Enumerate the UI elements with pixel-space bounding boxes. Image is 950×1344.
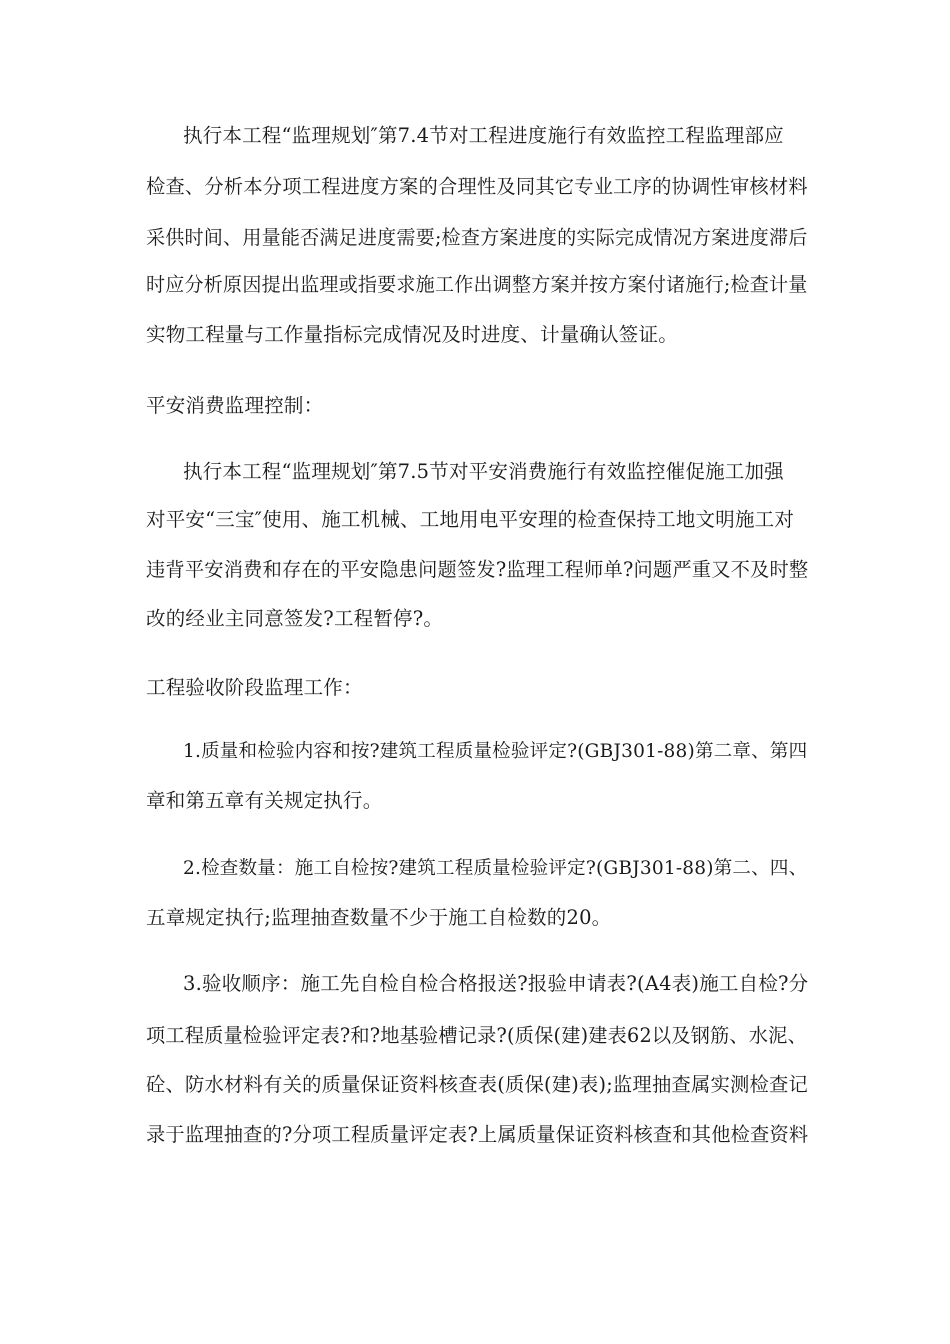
- paragraph-line: 五章规定执行;监理抽查数量不少于施工自检数的20。: [146, 906, 612, 929]
- section-heading: 工程验收阶段监理工作：: [146, 676, 363, 699]
- paragraph-line: 3.验收顺序：施工先自检自检合格报送?报验申请表?(A4表)施工自检?分: [183, 972, 809, 995]
- paragraph-line: 2.检查数量：施工自检按?建筑工程质量检验评定?(GBJ301-88)第二、四、: [183, 858, 808, 879]
- paragraph-line: 时应分析原因提出监理或指要求施工作出调整方案并按方案付诸施行;检查计量: [146, 274, 808, 296]
- paragraph-line: 执行本工程“监理规划″第7.5节对平安消费施行有效监控催促施工加强: [183, 460, 784, 483]
- paragraph-line: 执行本工程“监理规划″第7.4节对工程进度施行有效监控工程监理部应: [183, 124, 784, 147]
- paragraph-line: 章和第五章有关规定执行。: [146, 789, 383, 812]
- paragraph-line: 改的经业主同意签发?工程暂停?。: [146, 607, 444, 630]
- paragraph-line: 录于监理抽查的?分项工程质量评定表?上属质量保证资料核查和其他检查资料: [146, 1123, 809, 1146]
- paragraph-line: 项工程质量检验评定表?和?地基验槽记录?(质保(建)建表62以及钢筋、水泥、: [146, 1024, 807, 1047]
- paragraph-line: 违背平安消费和存在的平安隐患问题签发?监理工程师单?问题严重又不及时整: [146, 558, 809, 581]
- paragraph-line: 实物工程量与工作量指标完成情况及时进度、计量确认签证。: [146, 323, 678, 346]
- paragraph-line: 检查、分析本分项工程进度方案的合理性及同其它专业工序的协调性审核材料: [146, 175, 808, 198]
- section-heading: 平安消费监理控制：: [146, 394, 324, 417]
- paragraph-line: 采供时间、用量能否满足进度需要;检查方案进度的实际完成情况方案进度滞后: [146, 227, 808, 249]
- paragraph-line: 对平安“三宝″使用、施工机械、工地用电平安理的检查保持工地文明施工对: [146, 508, 795, 531]
- paragraph-line: 砼、防水材料有关的质量保证资料核查表(质保(建)表);监理抽查属实测检查记: [146, 1073, 809, 1096]
- paragraph-line: 1.质量和检验内容和按?建筑工程质量检验评定?(GBJ301-88)第二章、第四: [183, 741, 808, 762]
